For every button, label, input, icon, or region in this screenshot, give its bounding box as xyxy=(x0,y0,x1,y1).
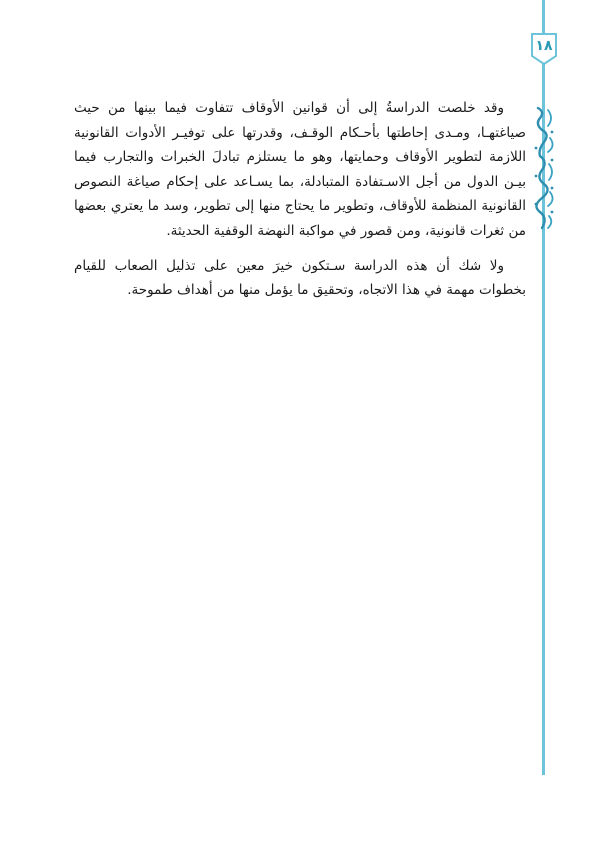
page-number: ١٨ xyxy=(535,38,553,54)
paragraph-1: وقد خلصت الدراسةُ إلى أن قوانين الأوقاف تتفاوت فيما بينها من حيث صياغتهـا، ومـدى إحاطتها بأحـكام الوقـف، وقدرتها على توفيـر الأدوات القانونية اللازمة لتطوير الأوقاف وحمايتها، وهو ما يستلزم تبادلَ الخبرات والتجارب فيما بيـن الدول من أجل الاسـتفادة المتبادلة، بما يسـاعد على إحكام صياغة النصوص القانونية المنظمة للأوقاف، وتطوير ما يحتاج منها إلى تطوير، وسد ما يعتري بعضها من ثغرات قانونية، ومن قصور في مواكبة النهضة الوقفية الحديثة. xyxy=(74,100,526,239)
paragraph-2: ولا شك أن هذه الدراسة سـتكون خيرَ معين على تذليل الصعاب للقيام بخطوات مهمة في هذا الاتجاه، وتحقيق ما يؤمل منها من أهداف طموحة. xyxy=(74,257,526,299)
body-text xyxy=(74,96,526,303)
side-title-text xyxy=(530,104,558,232)
